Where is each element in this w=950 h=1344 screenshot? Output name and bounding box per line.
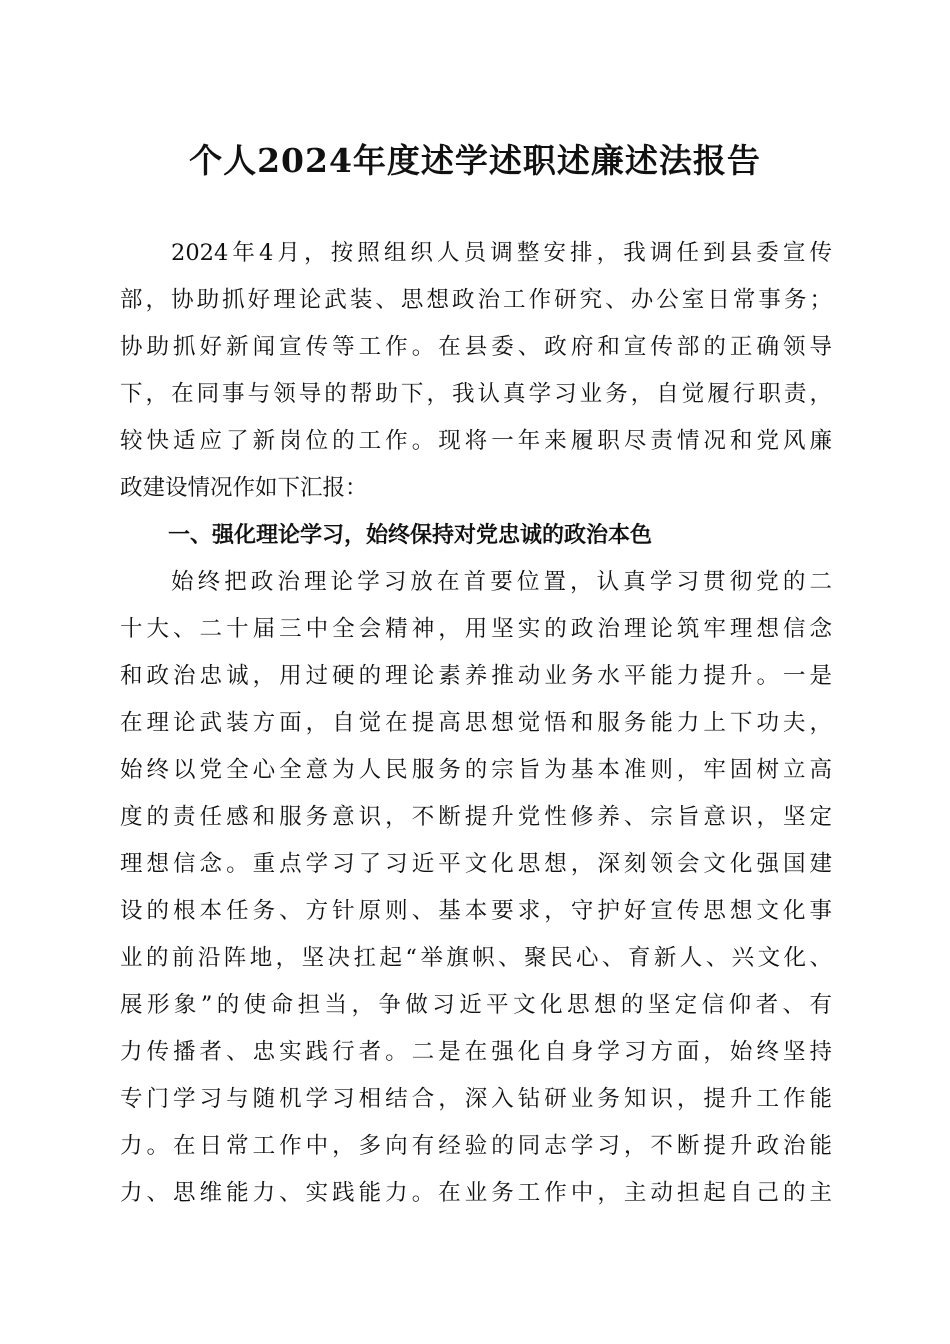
paragraph-line: 力、思维能力、实践能力。在业务工作中，主动担起自己的主 [120,1180,832,1206]
paragraph-line: 业的前沿阵地，坚决扛起“举旗帜、聚民心、育新人、兴文化、 [120,945,832,971]
paragraph-line: 始终以党全心全意为人民服务的宗旨为基本准则，牢固树立高 [120,757,832,783]
paragraph-line: 力。在日常工作中，多向有经验的同志学习，不断提升政治能 [120,1133,832,1159]
paragraph-line: 和政治忠诚，用过硬的理论素养推动业务水平能力提升。一是 [120,663,832,689]
document-body [120,230,832,1217]
paragraph-line: 部，协助抓好理论武装、思想政治工作研究、办公室日常事务； [120,287,832,313]
paragraph-section1 [120,559,832,1217]
paragraph-intro [120,230,832,512]
paragraph-line: 始终把政治理论学习放在首要位置，认真学习贯彻党的二 [171,569,832,595]
paragraph-line: 展形象”的使命担当，争做习近平文化思想的坚定信仰者、有 [120,992,832,1018]
paragraph-line: 理想信念。重点学习了习近平文化思想，深刻领会文化强国建 [120,851,832,877]
paragraph-line: 度的责任感和服务意识，不断提升党性修养、宗旨意识，坚定 [120,804,832,830]
paragraph-line: 设的根本任务、方针原则、基本要求，守护好宣传思想文化事 [120,898,832,924]
paragraph-line: 协助抓好新闻宣传等工作。在县委、政府和宣传部的正确领导 [120,334,832,360]
paragraph-line: 较快适应了新岗位的工作。现将一年来履职尽责情况和党风廉 [120,428,832,454]
paragraph-line: 下，在同事与领导的帮助下，我认真学习业务，自觉履行职责， [120,381,832,407]
paragraph-line: 十大、二十届三中全会精神，用坚实的政治理论筑牢理想信念 [120,616,832,642]
paragraph-line: 2024年4月，按照组织人员调整安排，我调任到县委宣传 [171,240,832,266]
paragraph-line: 专门学习与随机学习相结合，深入钻研业务知识，提升工作能 [120,1086,832,1112]
section-heading: 一、强化理论学习，始终保持对党忠诚的政治本色 [168,523,653,548]
document-title: 个人2024年度述学述职述廉述法报告 [189,141,761,180]
paragraph-line: 在理论武装方面，自觉在提高思想觉悟和服务能力上下功夫， [120,710,832,736]
paragraph-line: 力传播者、忠实践行者。二是在强化自身学习方面，始终坚持 [120,1039,832,1065]
paragraph-line: 政建设情况作如下汇报： [120,475,368,501]
